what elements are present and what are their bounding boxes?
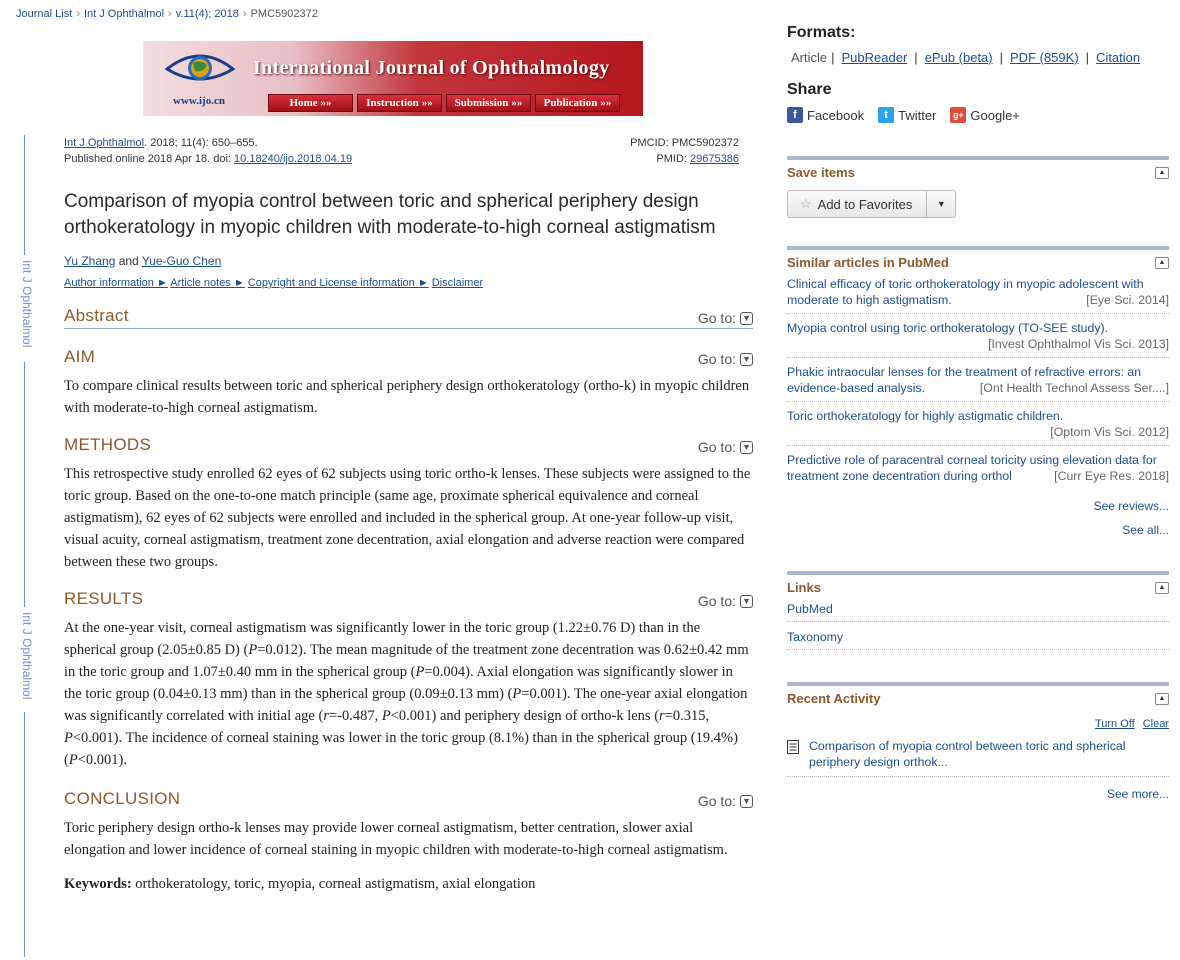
abstract-header — [64, 306, 753, 329]
share-facebook[interactable]: f Facebook — [787, 107, 864, 123]
abstract-heading: Abstract — [64, 306, 129, 325]
article-title: Comparison of myopia control between toric and spherical periphery design orthokeratology in myopic children with moderate-to-high corneal astigmatism — [64, 191, 716, 238]
format-epub-link[interactable]: ePub (beta) — [924, 50, 993, 65]
journal-eye-logo-icon — [165, 49, 235, 91]
link-taxonomy[interactable]: Taxonomy — [787, 622, 1169, 650]
goto-aim[interactable]: Go to: ▼ — [698, 351, 753, 367]
chevron-down-icon: ▼ — [740, 312, 753, 325]
chevron-down-icon: ▼ — [740, 441, 753, 454]
breadcrumb-issue[interactable]: v.11(4); 2018 — [175, 8, 239, 20]
similar-article-item[interactable]: Clinical efficacy of toric orthokeratology in myopic adolescent with moderate to high astigmatism. [Eye Sci. 2014] — [787, 272, 1169, 314]
breadcrumb: Journal List › Int J Ophthalmol › v.11(4); 2018 › PMC5902372 — [16, 8, 318, 20]
format-pubreader-link[interactable]: PubReader — [841, 50, 908, 65]
similar-article-item[interactable]: Myopia control using toric orthokeratology (TO-SEE study). [Invest Ophthalmol Vis Sci. 2013] — [787, 314, 1169, 358]
recent-activity-item[interactable]: Comparison of myopia control between toric and spherical periphery design orthok... — [787, 738, 1169, 777]
rail-label-1[interactable]: Int J Ophthalmol — [20, 260, 34, 348]
aim-text: To compare clinical results between toric and spherical periphery design orthokeratology (ortho-k) in myopic children with moderate-to-high corneal astigmatism. — [64, 378, 750, 416]
journal-title: International Journal of Ophthalmology — [253, 57, 610, 79]
recent-activity-title: Recent Activity — [787, 691, 881, 706]
similar-article-item[interactable]: Phakic intraocular lenses for the treatment of refractive errors: an evidence-based analysis. [Ont Health Technol Assess Ser....] — [787, 358, 1169, 402]
results-text: At the one-year visit, corneal astigmatism was significantly lower in the toric group (1.22±0.76 D) than in the spherical group (2.05±0.85 D) (P=0.012). The mean magnitude of the treatment zone decentration was 0.62±0.42 mm in the toric group and 1.07±0.40 mm in the spherical group (P=0.004). Axial elongation was significantly slower in the toric group (0.04±0.13 mm) than in the spherical group (0.09±0.13 mm) (P=0.001). The one-year axial elongation was significantly correlated with initial age (r=-0.487, P<0.001) and periphery design of ortho-k lens (r=0.315, P<0.001). The incidence of corneal staining was lower in the toric group (8.1%) than in the spherical group (19.4%) (P<0.001). — [64, 620, 749, 768]
turn-off-link[interactable]: Turn Off — [1094, 718, 1135, 730]
links-title: Links — [787, 580, 821, 595]
journal-nav-submission[interactable]: Submission »» — [446, 94, 531, 112]
googleplus-icon: g+ — [950, 107, 966, 123]
journal-url: www.ijo.cn — [173, 95, 225, 107]
results-heading: RESULTS — [64, 589, 144, 608]
citation-line: Int J Ophthalmol. 2018; 11(4): 650–655. Published online 2018 Apr 18. doi: 10.18240/ijo.2018.04.19 PMCID: PMC5902372 PMID: 29675386 — [64, 137, 739, 165]
breadcrumb-journal-list[interactable]: Journal List — [16, 8, 73, 20]
similar-article-item[interactable]: Predictive role of paracentral corneal toricity using elevation data for treatment zone decentration during orthol [Curr Eye Res. 2018] — [787, 453, 1169, 483]
goto-conclusion[interactable]: Go to: ▼ — [698, 793, 753, 809]
formats-section — [787, 24, 1169, 123]
formats-list: Article | PubReader | ePub (beta) | PDF (859K) | Citation — [791, 50, 1141, 65]
facebook-icon: f — [787, 107, 803, 123]
journal-nav — [268, 94, 620, 112]
add-to-favorites-button[interactable]: ☆ Add to Favorites ▼ — [787, 190, 956, 218]
link-pubmed[interactable]: PubMed — [787, 597, 1169, 622]
document-icon — [787, 740, 799, 754]
share-title: Share — [787, 81, 832, 98]
see-more-link[interactable]: See more... — [1106, 787, 1169, 801]
clear-link[interactable]: Clear — [1142, 718, 1169, 730]
journal-nav-home[interactable]: Home »» — [268, 94, 353, 112]
pmcid: PMCID: PMC5902372 — [630, 137, 739, 149]
rail-line-bottom — [24, 712, 25, 957]
journal-banner[interactable] — [143, 41, 643, 116]
similar-article-item[interactable]: Toric orthokeratology for highly astigmatic children. [Optom Vis Sci. 2012] — [787, 402, 1169, 446]
goto-methods[interactable]: Go to: ▼ — [698, 439, 753, 455]
journal-nav-publication[interactable]: Publication »» — [535, 94, 620, 112]
similar-articles-panel — [787, 246, 1169, 537]
aim-header — [64, 347, 753, 367]
methods-header — [64, 435, 753, 455]
methods-text: This retrospective study enrolled 62 eyes of 62 subjects using toric ortho-k lenses. These subjects were assigned to the toric group. Based on the one-to-one match principle (same age, proximate spherical equivalence and corneal astigmatism), 62 eyes of 62 subjects were enrolled and included in the spherical group. At one-year follow-up visit, visual acuity, corneal astigmatism, treatment zone decentration, axial elongation and adverse reaction were compared between these two groups. — [64, 466, 751, 570]
twitter-icon: t — [878, 107, 894, 123]
see-all-link[interactable]: See all... — [1122, 523, 1169, 537]
methods-heading: METHODS — [64, 435, 152, 454]
collapse-icon[interactable]: ▲ — [1155, 167, 1169, 179]
share-twitter[interactable]: t Twitter — [878, 107, 936, 123]
rail-label-2[interactable]: Int J Ophthalmol — [20, 612, 34, 700]
article-notes-link[interactable]: Article notes ► — [170, 277, 245, 289]
conclusion-heading: CONCLUSION — [64, 789, 181, 808]
format-article: Article — [791, 50, 828, 65]
conclusion-header — [64, 789, 753, 809]
favorites-dropdown-icon[interactable]: ▼ — [936, 199, 946, 209]
disclaimer-link[interactable]: Disclaimer — [431, 277, 484, 289]
breadcrumb-journal[interactable]: Int J Ophthalmol — [83, 8, 165, 20]
copyright-link[interactable]: Copyright and License information ► — [247, 277, 429, 289]
article-main — [64, 135, 753, 895]
breadcrumb-current: PMC5902372 — [250, 8, 318, 20]
links-panel — [787, 571, 1169, 650]
chevron-down-icon: ▼ — [740, 353, 753, 366]
results-header — [64, 589, 753, 609]
collapse-icon[interactable]: ▲ — [1155, 582, 1169, 594]
author-information-link[interactable]: Author information ► — [64, 277, 168, 289]
goto-results[interactable]: Go to: ▼ — [698, 593, 753, 609]
keywords: Keywords: orthokeratology, toric, myopia, corneal astigmatism, axial elongation — [64, 876, 536, 892]
chevron-down-icon: ▼ — [740, 595, 753, 608]
similar-articles-title: Similar articles in PubMed — [787, 255, 949, 270]
save-items-title: Save items — [787, 165, 855, 180]
formats-title: Formats: — [787, 24, 856, 41]
journal-nav-instruction[interactable]: Instruction »» — [357, 94, 442, 112]
aim-heading: AIM — [64, 347, 96, 366]
rail-line-top — [24, 135, 25, 255]
pmid-link[interactable]: 29675386 — [690, 153, 739, 165]
save-items-panel — [787, 156, 1169, 218]
collapse-icon[interactable]: ▲ — [1155, 257, 1169, 269]
star-icon: ☆ — [800, 196, 812, 211]
share-buttons — [787, 107, 1169, 123]
article-info-links — [64, 277, 753, 289]
recent-activity-controls — [787, 718, 1169, 730]
share-googleplus[interactable]: g+ Google+ — [950, 107, 1020, 123]
see-reviews-link[interactable]: See reviews... — [1093, 499, 1169, 513]
recent-activity-panel — [787, 682, 1169, 801]
goto-abstract[interactable]: Go to: ▼ — [698, 310, 753, 326]
collapse-icon[interactable]: ▲ — [1155, 693, 1169, 705]
conclusion-text: Toric periphery design ortho-k lenses may provide lower corneal astigmatism, better centration, slower axial elongation and lower incidence of corneal staining in myopic children with moderate-to-high corneal astigmatism. — [64, 820, 728, 858]
citation-journal-link[interactable]: Int J Ophthalmol — [64, 137, 145, 149]
author-link-1[interactable]: Yu Zhang — [64, 254, 116, 268]
author-link-2[interactable]: Yue-Guo Chen — [141, 254, 222, 268]
rail-line-mid — [24, 362, 25, 607]
chevron-down-icon: ▼ — [740, 795, 753, 808]
format-pdf-link[interactable]: PDF (859K) — [1010, 50, 1079, 65]
doi-link[interactable]: 10.18240/ijo.2018.04.19 — [234, 153, 353, 165]
format-citation-link[interactable]: Citation — [1096, 50, 1141, 65]
authors: Yu Zhang and Yue-Guo Chen — [64, 254, 222, 268]
